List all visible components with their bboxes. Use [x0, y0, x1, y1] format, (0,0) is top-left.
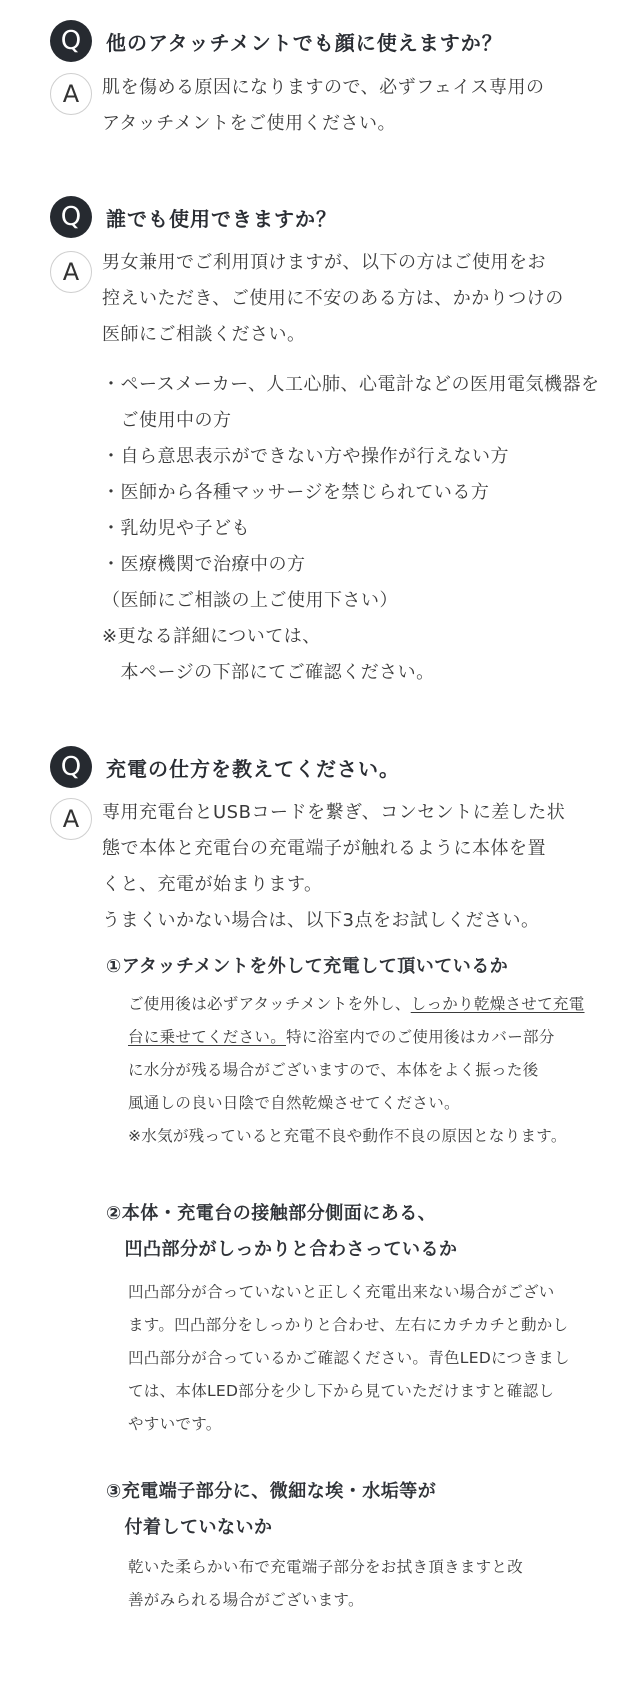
- answer-badge: A: [50, 798, 92, 840]
- answer-line: 専用充電台とUSBコードを繋ぎ、コンセントに差した状: [102, 802, 566, 823]
- point1-line: [128, 988, 585, 1021]
- point2-heading: [106, 1196, 458, 1268]
- point3-body: [128, 1551, 523, 1617]
- point3-line: 善がみられる場合がございます。: [128, 1591, 364, 1609]
- point3-heading-line: ③充電端子部分に、微細な埃・水垢等が: [106, 1481, 437, 1502]
- list-item: ・ペースメーカー、人工心肺、心電計などの医用電気機器を: [102, 374, 600, 395]
- list-item: ※更なる詳細については、: [102, 626, 321, 647]
- answer-line: くと、充電が始まります。: [102, 874, 323, 895]
- faq2-answer: [102, 245, 602, 353]
- point1-underlined-text: しっかり乾燥させて充電: [410, 995, 585, 1013]
- faq3-answer: [102, 795, 602, 939]
- point2-body: [128, 1276, 570, 1441]
- faq1-question-row: [50, 20, 503, 62]
- list-item: ・乳幼児や子ども: [102, 518, 250, 539]
- faq2-caution-list: [102, 367, 600, 691]
- point1-line: に水分が残る場合がございますので、本体をよく振った後: [128, 1061, 539, 1079]
- list-item: ご使用中の方: [102, 410, 232, 431]
- answer-line: 男女兼用でご利用頂けますが、以下の方はご使用をお: [102, 252, 546, 273]
- question-badge: Q: [50, 746, 92, 788]
- point2-line: ます。凹凸部分をしっかりと合わせ、左右にカチカチと動かし: [128, 1316, 569, 1334]
- point2-line: 凹凸部分が合っているかご確認ください。青色LEDにつきまし: [128, 1349, 570, 1367]
- faq3-question: 充電の仕方を教えてください。: [106, 756, 400, 781]
- faq1-question: 他のアタッチメントでも顔に使えますか？: [106, 30, 503, 55]
- faq1-answer: [102, 70, 602, 142]
- answer-badge: A: [50, 251, 92, 293]
- point1-text: ご使用後は必ずアタッチメントを外し、: [128, 995, 411, 1013]
- point1-heading: ①アタッチメントを外して充電して頂いているか: [106, 956, 509, 977]
- point1-underlined-text: 台に乗せてください。: [128, 1028, 287, 1046]
- point2-line: ては、本体LED部分を少し下から見ていただけますと確認し: [128, 1382, 555, 1400]
- point1-body: [128, 988, 585, 1153]
- faq2-question-row: [50, 196, 337, 238]
- list-item: ・医療機関で治療中の方: [102, 554, 306, 575]
- point3-line: 乾いた柔らかい布で充電端子部分をお拭き頂きますと改: [128, 1558, 524, 1576]
- point1-text: 特に浴室内でのご使用後はカバー部分: [286, 1028, 555, 1046]
- point1-line: ※水気が残っていると充電不良や動作不良の原因となります。: [128, 1127, 567, 1145]
- point1-line: [128, 1021, 585, 1054]
- list-item: （医師にご相談の上ご使用下さい）: [102, 590, 398, 611]
- point2-line: やすいです。: [128, 1415, 222, 1433]
- answer-line: アタッチメントをご使用ください。: [102, 113, 397, 134]
- faq2-question: 誰でも使用できますか？: [106, 206, 337, 231]
- answer-line: うまくいかない場合は、以下3点をお試しください。: [102, 910, 540, 931]
- answer-line: 態で本体と充電台の充電端子が触れるように本体を置: [102, 838, 546, 859]
- answer-badge: A: [50, 73, 92, 115]
- point1-line: 風通しの良い日陰で自然乾燥させてください。: [128, 1094, 460, 1112]
- point3-heading-line: 付着していないか: [106, 1517, 273, 1538]
- point2-line: 凹凸部分が合っていないと正しく充電出来ない場合がござい: [128, 1283, 555, 1301]
- question-badge: Q: [50, 20, 92, 62]
- point3-heading: [106, 1474, 436, 1546]
- point2-heading-line: ②本体・充電台の接触部分側面にある、: [106, 1203, 437, 1224]
- question-badge: Q: [50, 196, 92, 238]
- faq3-question-row: [50, 746, 400, 788]
- answer-line: 肌を傷める原因になりますので、必ずフェイス専用の: [102, 77, 545, 98]
- answer-line: 医師にご相談ください。: [102, 324, 306, 345]
- list-item: ・医師から各種マッサージを禁じられている方: [102, 482, 490, 503]
- answer-line: 控えいただき、ご使用に不安のある方は、かかりつけの: [102, 288, 564, 309]
- point2-heading-line: 凹凸部分がしっかりと合わさっているか: [106, 1239, 458, 1260]
- list-item: 本ページの下部にてご確認ください。: [102, 662, 435, 683]
- list-item: ・自ら意思表示ができない方や操作が行えない方: [102, 446, 509, 467]
